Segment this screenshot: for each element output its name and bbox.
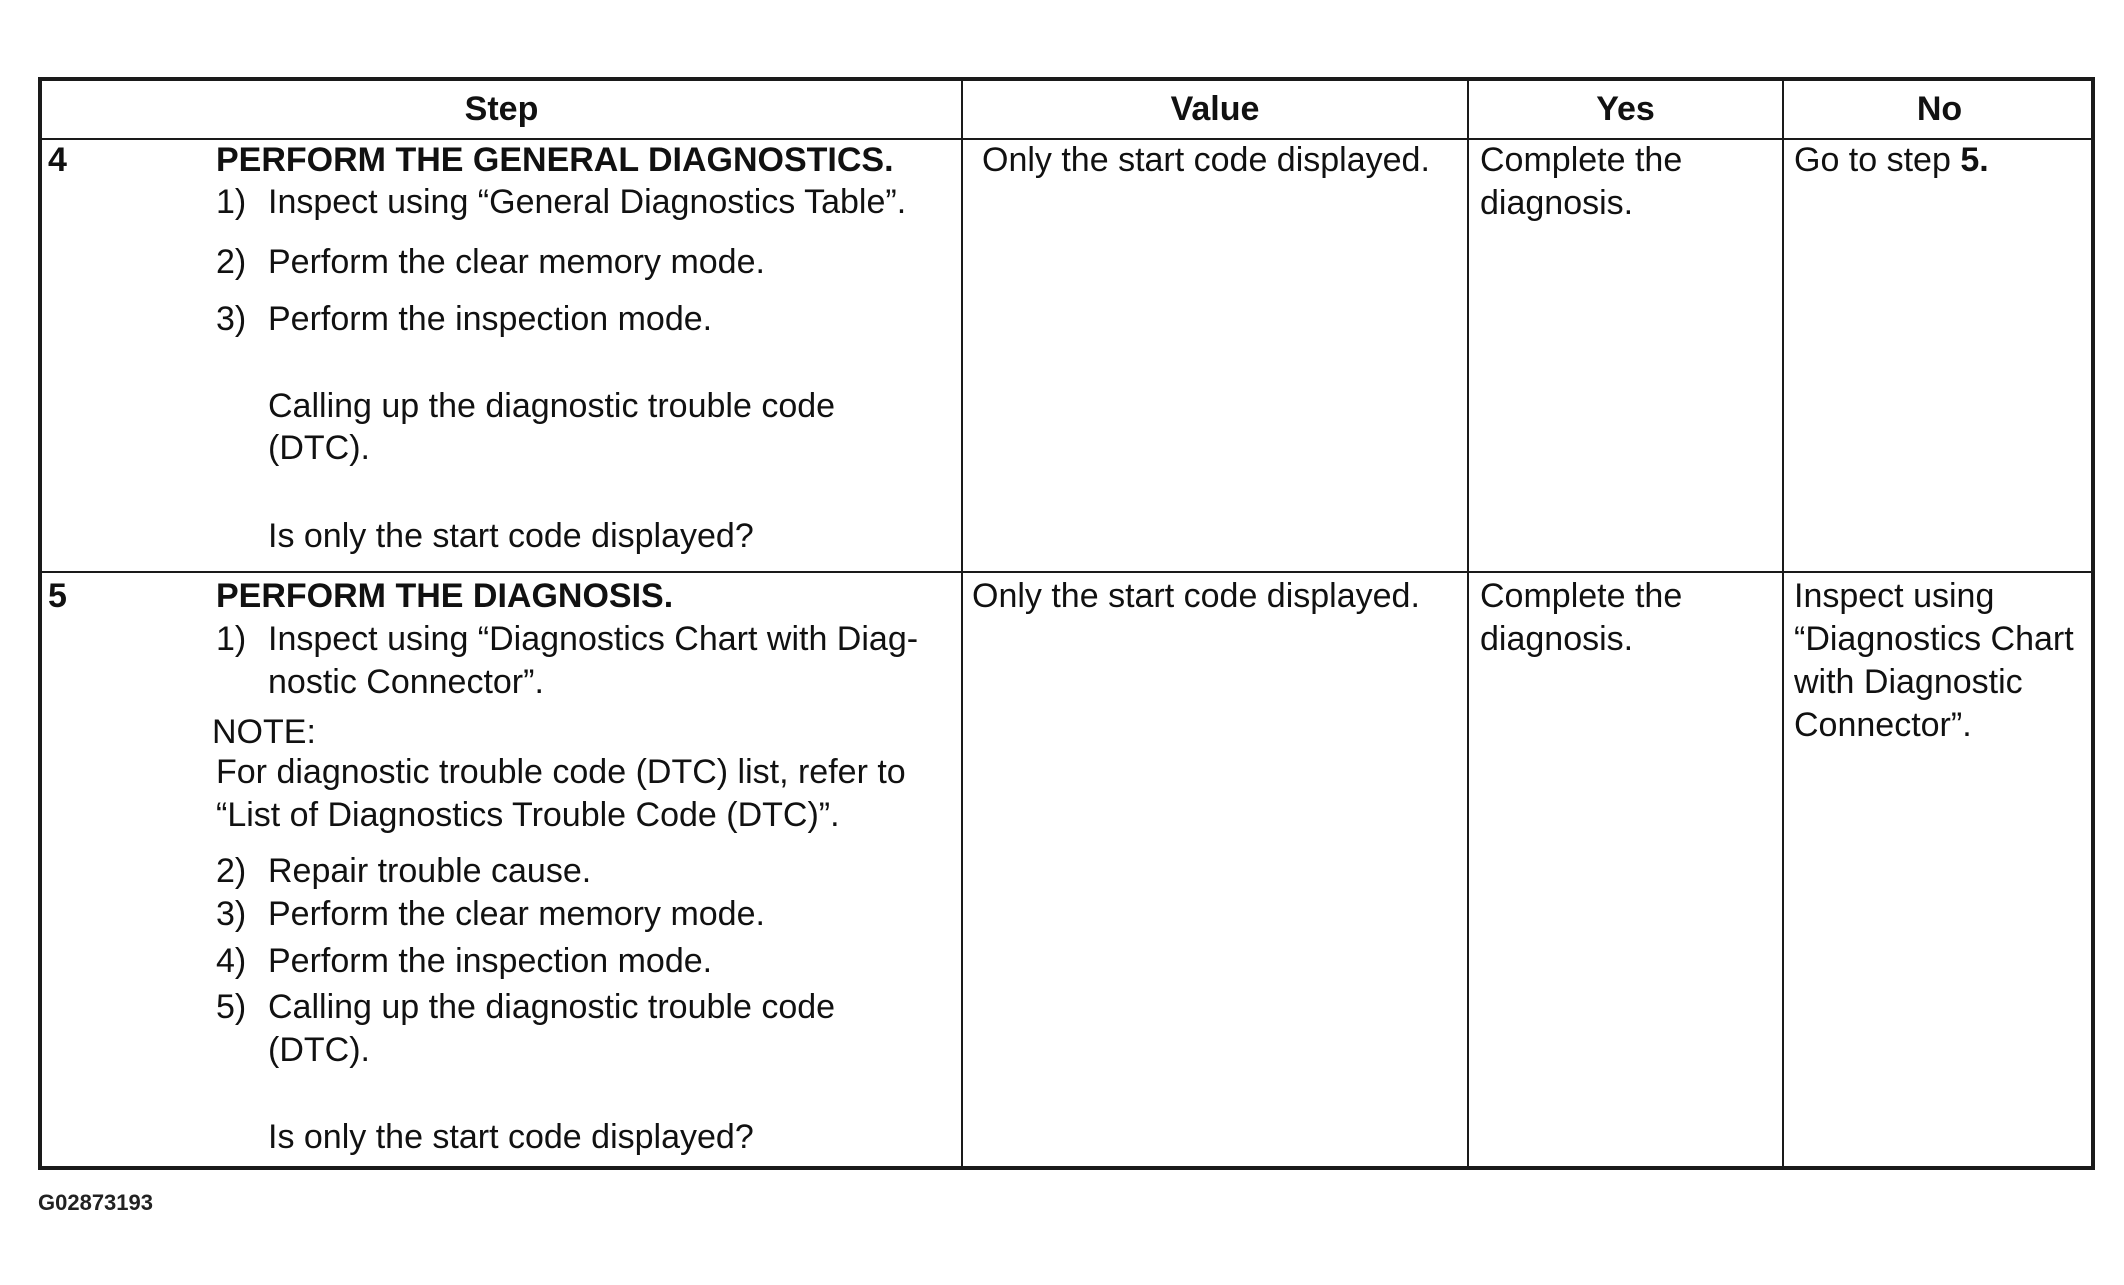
- step-question: Is only the start code displayed?: [268, 1118, 754, 1156]
- sub-text: Calling up the diagnostic trouble code: [268, 387, 836, 425]
- no-cell: [1794, 139, 1989, 182]
- row-divider: [42, 571, 2091, 573]
- note-text: For diagnostic trouble code (DTC) list, refer to: [216, 753, 906, 791]
- no-cell-line: “Diagnostics Chart: [1794, 620, 2074, 658]
- step-number: 4: [48, 141, 67, 179]
- yes-cell-line: diagnosis.: [1480, 184, 1634, 222]
- list-item-text: Repair trouble cause.: [268, 852, 592, 890]
- list-item-number: 2): [216, 243, 247, 281]
- diagnostic-table: [38, 77, 2095, 1170]
- step-number: 5: [48, 577, 67, 615]
- list-item-text: Inspect using “General Diagnostics Table”.: [268, 183, 907, 221]
- yes-cell-line: Complete the: [1480, 577, 1683, 615]
- note-text: “List of Diagnostics Trouble Code (DTC)”.: [216, 796, 840, 834]
- list-item-text: Calling up the diagnostic trouble code: [268, 988, 836, 1026]
- header-step: Step: [464, 90, 539, 128]
- yes-cell-line: Complete the: [1480, 141, 1683, 179]
- no-cell-step-ref: 5.: [1960, 141, 1989, 179]
- no-cell-line: Connector”.: [1794, 706, 1972, 744]
- list-item-text: Perform the clear memory mode.: [268, 243, 765, 281]
- list-item-number: 1): [216, 183, 247, 221]
- value-cell: Only the start code displayed.: [972, 577, 1420, 615]
- column-divider: [961, 81, 963, 1166]
- list-item-number: 3): [216, 300, 247, 338]
- step-question: Is only the start code displayed?: [268, 517, 754, 555]
- figure-id: G02873193: [38, 1190, 153, 1215]
- value-cell: Only the start code displayed.: [982, 141, 1430, 179]
- step-heading: PERFORM THE DIAGNOSIS.: [216, 577, 674, 615]
- header-no: No: [1916, 90, 1963, 128]
- list-item-text: Perform the inspection mode.: [268, 300, 713, 338]
- list-item-number: 3): [216, 895, 247, 933]
- list-item-number: 1): [216, 620, 247, 658]
- list-item-text: Perform the clear memory mode.: [268, 895, 765, 933]
- yes-cell-line: diagnosis.: [1480, 620, 1634, 658]
- list-item-text: nostic Connector”.: [268, 663, 544, 701]
- header-yes: Yes: [1596, 90, 1655, 128]
- step-heading: PERFORM THE GENERAL DIAGNOSTICS.: [216, 141, 894, 179]
- no-cell-line: with Diagnostic: [1794, 663, 2023, 701]
- column-divider: [1467, 81, 1469, 1166]
- list-item-number: 5): [216, 988, 247, 1026]
- list-item-number: 4): [216, 942, 247, 980]
- list-item-number: 2): [216, 852, 247, 890]
- list-item-text: (DTC).: [268, 1031, 370, 1069]
- list-item-text: Inspect using “Diagnostics Chart with Diag-: [268, 620, 919, 658]
- no-cell-prefix: Go to step: [1794, 141, 1961, 179]
- header-value: Value: [1170, 90, 1260, 128]
- note-label: NOTE:: [212, 713, 316, 751]
- sub-text: (DTC).: [268, 429, 370, 467]
- column-divider: [1782, 81, 1784, 1166]
- no-cell-line: Inspect using: [1794, 577, 1995, 615]
- list-item-text: Perform the inspection mode.: [268, 942, 713, 980]
